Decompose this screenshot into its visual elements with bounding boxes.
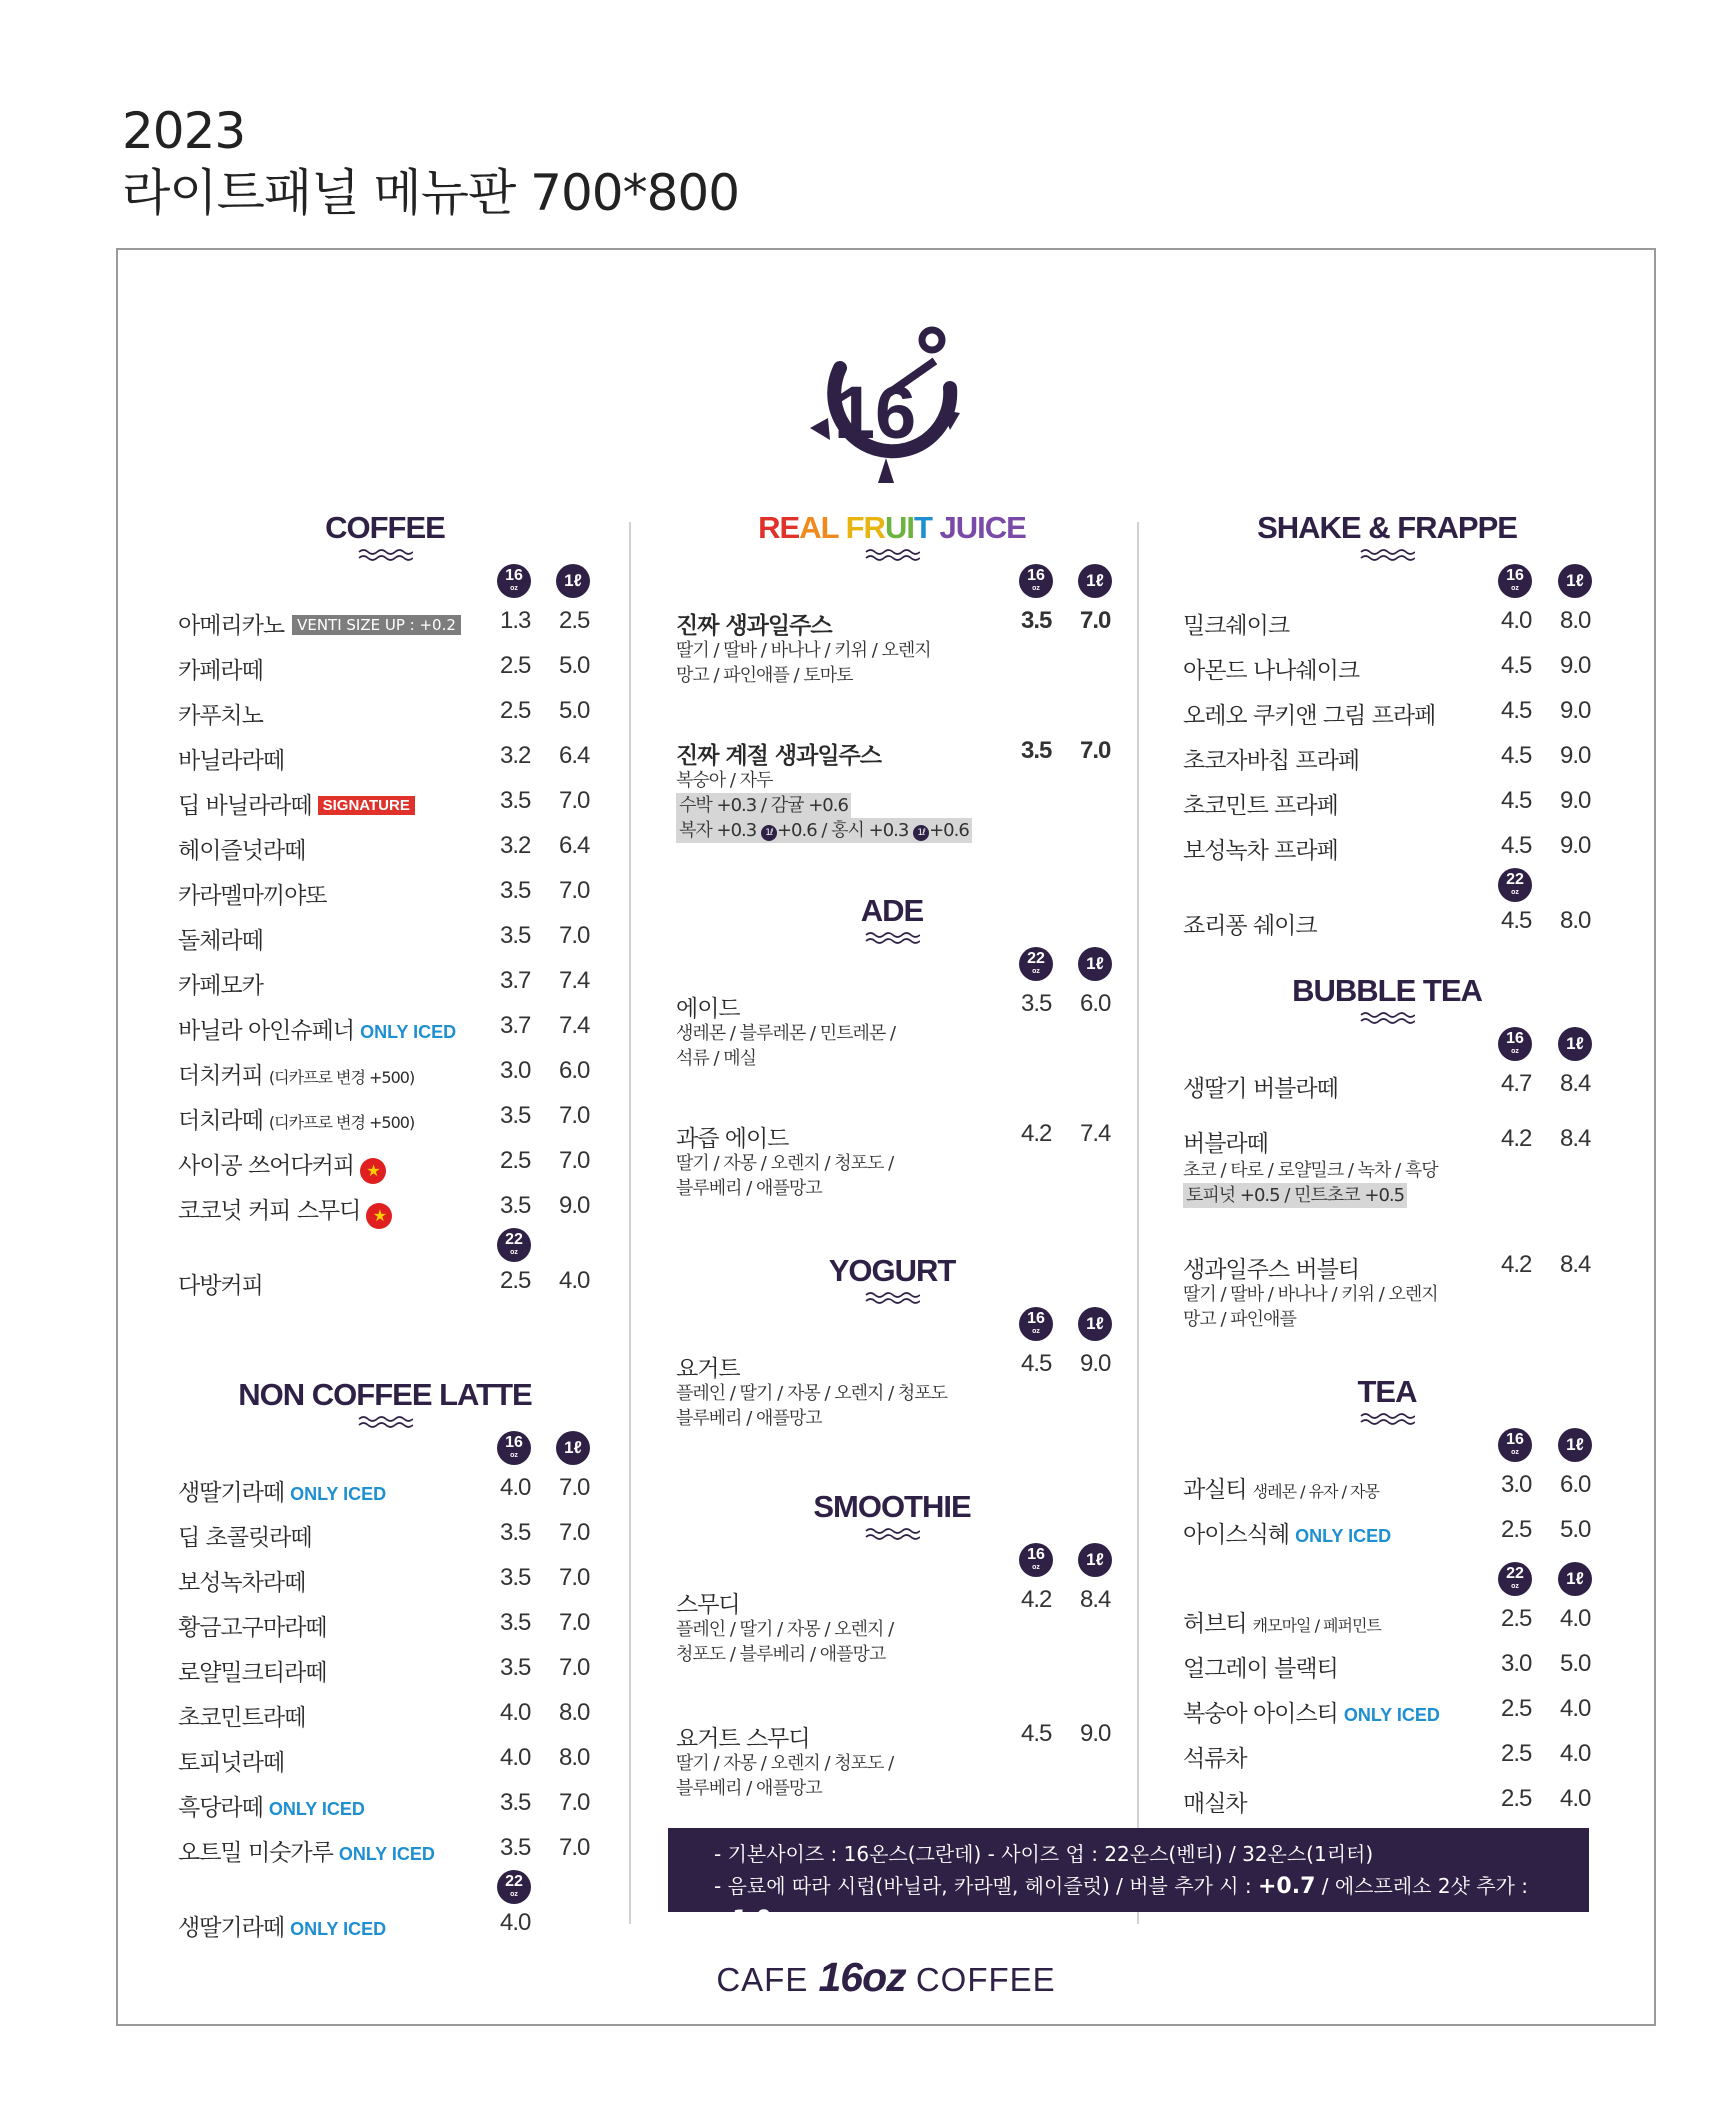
menu-item: 허브티 캐모마일 / 페퍼민트 2.5 4.0	[1183, 1605, 1591, 1637]
only-iced-tag: ONLY ICED	[360, 1022, 457, 1042]
column-divider	[1137, 522, 1139, 1924]
size-22oz-icon: 22 oz	[1498, 1562, 1532, 1596]
menu-item: 바닐라 아인슈페너 ONLY ICED 3.7 7.4	[178, 1012, 590, 1044]
size-1l-icon: 1ℓ	[1078, 564, 1112, 598]
size-1l-icon: 1ℓ	[1558, 1428, 1592, 1462]
wave-divider-icon	[1359, 548, 1415, 562]
menu-item: 다방커피 2.5 4.0	[178, 1267, 590, 1299]
menu-item: 로얄밀크티라떼 3.5 7.0	[178, 1654, 590, 1686]
menu-item: 코코넛 커피 스무디 ★ 3.5 9.0	[170, 1185, 600, 1230]
header-title: 라이트패널 메뉴판 700*800	[122, 164, 740, 222]
only-iced-tag: ONLY ICED	[290, 1919, 387, 1939]
wave-divider-icon	[864, 931, 920, 945]
size-info-banner	[668, 1828, 1589, 1932]
item-description: 초코 / 타로 / 로얄밀크 / 녹차 / 흑당 토피넛 +0.5 / 민트초코 +0.5	[1183, 1160, 1438, 1206]
menu-item: 더치라떼 (디카프로 변경 +500) 3.5 7.0	[178, 1102, 590, 1134]
wave-divider-icon	[864, 1291, 920, 1305]
menu-item: 사이공 쓰어다커피 ★ 2.5 7.0	[170, 1140, 600, 1185]
size-header	[170, 1429, 600, 1467]
size-1l-mini-icon: 1ℓ	[913, 825, 929, 841]
menu-item: 보성녹차 프라페 4.5 9.0	[1183, 832, 1591, 864]
size-header	[668, 562, 1116, 600]
section-tea	[1175, 1374, 1599, 1823]
size-header	[1175, 870, 1599, 900]
menu-item: 버블라떼 4.2 8.4	[1183, 1125, 1591, 1157]
size-1l-icon: 1ℓ	[1558, 1027, 1592, 1061]
page-header	[122, 100, 739, 224]
size-1l-icon: 1ℓ	[1078, 947, 1112, 981]
menu-item: 에이드 3.5 6.0	[676, 990, 1111, 1022]
size-header	[668, 945, 1116, 983]
menu-item: 아메리카노 VENTI SIZE UP : +0.2 1.3 2.5	[178, 607, 590, 639]
size-1l-icon: 1ℓ	[1558, 564, 1592, 598]
size-1l-icon: 1ℓ	[1078, 1543, 1112, 1577]
menu-item: 밀크쉐이크 4.0 8.0	[1183, 607, 1591, 639]
column-right	[1175, 510, 1599, 1823]
size-header	[1175, 562, 1599, 600]
size-1l-icon: 1ℓ	[556, 564, 590, 598]
section-title: SMOOTHIE	[813, 1489, 971, 1524]
menu-item: 딥 초콜릿라떼 3.5 7.0	[178, 1519, 590, 1551]
menu-item: 카라멜마끼야또 3.5 7.0	[178, 877, 590, 909]
size-header	[170, 1230, 600, 1260]
size-16oz-icon: 16 oz	[1498, 564, 1532, 598]
only-iced-tag: ONLY ICED	[1343, 1705, 1440, 1725]
section-title: COFFEE	[325, 510, 445, 545]
menu-item: 토피넛라떼 4.0 8.0	[178, 1744, 590, 1776]
menu-item: 카페라떼 2.5 5.0	[178, 652, 590, 684]
menu-item: 돌체라떼 3.5 7.0	[178, 922, 590, 954]
size-22oz-icon: 22 oz	[497, 1870, 531, 1904]
menu-item: 딥 바닐라라떼 SIGNATURE 3.5 7.0	[178, 787, 590, 819]
menu-item: 초코자바칩 프라페 4.5 9.0	[1183, 742, 1591, 774]
menu-item: 생과일주스 버블티 4.2 8.4	[1183, 1251, 1591, 1283]
menu-item: 생딸기라떼 ONLY ICED 4.0	[178, 1909, 531, 1941]
menu-item: 아이스식혜 ONLY ICED 2.5 5.0	[1183, 1516, 1591, 1548]
menu-item: 진짜 생과일주스 3.5 7.0	[676, 607, 1111, 639]
section-yogurt	[668, 1253, 1116, 1431]
size-header	[170, 562, 600, 600]
menu-item: 죠리퐁 쉐이크 4.5 8.0	[1183, 907, 1591, 939]
section-title: REAL FRUIT JUICE	[758, 510, 1026, 545]
item-description: 복숭아 / 자두 수박 +0.3 / 감귤 +0.6 복자 +0.3 1ℓ +0.6 / 홍시 +0.3 1ℓ +0.6	[668, 768, 1116, 843]
section-shake-frappe	[1175, 510, 1599, 945]
size-16oz-icon: 16 oz	[1019, 1543, 1053, 1577]
menu-item: 카페모카 3.7 7.4	[178, 967, 590, 999]
size-22oz-icon: 22 oz	[1498, 868, 1532, 902]
section-title: SHAKE & FRAPPE	[1257, 510, 1517, 545]
menu-item: 아몬드 나나쉐이크 4.5 9.0	[1183, 652, 1591, 684]
wave-divider-icon	[357, 548, 413, 562]
wave-divider-icon	[1359, 1011, 1415, 1025]
menu-item: 과실티 생레몬 / 유자 / 자몽 3.0 6.0	[1183, 1471, 1591, 1503]
menu-item: 헤이즐넛라떼 3.2 6.4	[178, 832, 590, 864]
item-description: 딸기 / 딸바 / 바나나 / 키위 / 오렌지 망고 / 파인애플	[1183, 1284, 1438, 1330]
section-ade	[668, 893, 1116, 1201]
section-title: YOGURT	[828, 1253, 956, 1288]
menu-item: 오레오 쿠키앤 그림 프라페 4.5 9.0	[1183, 697, 1591, 729]
menu-item: 초코민트 프라페 4.5 9.0	[1183, 787, 1591, 819]
item-description: 플레인 / 딸기 / 자몽 / 오렌지 / 청포도 / 블루베리 / 애플망고	[676, 1619, 894, 1665]
item-description: 플레인 / 딸기 / 자몽 / 오렌지 / 청포도 블루베리 / 애플망고	[676, 1383, 948, 1429]
size-1l-icon: 1ℓ	[556, 1431, 590, 1465]
column-divider	[629, 522, 631, 1924]
item-description: 딸기 / 딸바 / 바나나 / 키위 / 오렌지 망고 / 파인애플 / 토마토	[676, 640, 931, 686]
size-header	[170, 1872, 600, 1902]
only-iced-tag: ONLY ICED	[268, 1799, 365, 1819]
size-1l-icon: 1ℓ	[1558, 1562, 1592, 1596]
menu-item: 매실차 2.5 4.0	[1183, 1785, 1591, 1817]
wave-divider-icon	[864, 548, 920, 562]
section-bubble-tea	[1175, 973, 1599, 1332]
menu-item: 초코민트라떼 4.0 8.0	[178, 1699, 590, 1731]
menu-item: 흑당라떼 ONLY ICED 3.5 7.0	[178, 1789, 590, 1821]
size-1l-mini-icon: 1ℓ	[761, 825, 777, 841]
wave-divider-icon	[357, 1415, 413, 1429]
size-16oz-icon: 16 oz	[1019, 564, 1053, 598]
brand-footer: CAFE 16oz COFFEE	[716, 1954, 1056, 2000]
size-header	[1175, 1426, 1599, 1464]
section-title: TEA	[1357, 1374, 1417, 1409]
logo-number: 16	[833, 371, 917, 454]
header-year: 2023	[122, 102, 246, 160]
size-16oz-icon: 16 oz	[1498, 1428, 1532, 1462]
only-iced-tag: ONLY ICED	[1295, 1526, 1392, 1546]
menu-item: 보성녹차라떼 3.5 7.0	[178, 1564, 590, 1596]
menu-item: 석류차 2.5 4.0	[1183, 1740, 1591, 1772]
item-description: 딸기 / 자몽 / 오렌지 / 청포도 / 블루베리 / 애플망고	[676, 1753, 894, 1799]
menu-item: 스무디 4.2 8.4	[676, 1586, 1111, 1618]
menu-item: 과즙 에이드 4.2 7.4	[676, 1120, 1111, 1152]
size-header	[668, 1541, 1116, 1579]
anchor-logo-icon	[800, 318, 970, 488]
menu-item: 진짜 계절 생과일주스 3.5 7.0	[676, 737, 1111, 769]
menu-item: 생딸기라떼 ONLY ICED 4.0 7.0	[178, 1474, 590, 1506]
column-middle	[668, 510, 1116, 1801]
size-header	[1175, 1560, 1599, 1598]
size-header	[668, 1305, 1116, 1343]
item-description: 딸기 / 자몽 / 오렌지 / 청포도 / 블루베리 / 애플망고	[676, 1153, 894, 1199]
size-16oz-icon: 16 oz	[1498, 1027, 1532, 1061]
section-title: ADE	[860, 893, 924, 928]
only-iced-tag: ONLY ICED	[290, 1484, 387, 1504]
vietnam-flag-icon: ★	[366, 1203, 392, 1229]
menu-item: 요거트 스무디 4.5 9.0	[676, 1720, 1111, 1752]
size-16oz-icon: 16 oz	[497, 1431, 531, 1465]
section-coffee	[170, 510, 600, 1305]
section-real-fruit-juice	[668, 510, 1116, 843]
info-line-1: - 기본사이즈 : 16온스(그란데) - 사이즈 업 : 22온스(벤티) / 32온스(1리터)	[714, 1842, 1374, 1866]
wave-divider-icon	[1359, 1412, 1415, 1426]
menu-item: 복숭아 아이스티 ONLY ICED 2.5 4.0	[1183, 1695, 1591, 1727]
column-left	[170, 510, 600, 1947]
menu-item: 더치커피 (디카프로 변경 +500) 3.0 6.0	[178, 1057, 590, 1089]
wave-divider-icon	[864, 1527, 920, 1541]
size-16oz-icon: 16 oz	[1019, 1307, 1053, 1341]
menu-item: 바닐라라떼 3.2 6.4	[178, 742, 590, 774]
size-22oz-icon: 22 oz	[497, 1228, 531, 1262]
size-22oz-icon: 22 oz	[1019, 947, 1053, 981]
info-line-2: - 음료에 따라 시럽(바닐라, 카라멜, 헤이즐럿) / 버블 추가 시 : +0.7 / 에스프레소 2샷 추가 : +1.0	[714, 1874, 1528, 1932]
size-header	[1175, 1025, 1599, 1063]
vietnam-flag-icon: ★	[360, 1158, 386, 1184]
item-description: 생레몬 / 블루레몬 / 민트레몬 / 석류 / 메실	[676, 1023, 896, 1069]
menu-item: 황금고구마라떼 3.5 7.0	[178, 1609, 590, 1641]
menu-item: 얼그레이 블랙티 3.0 5.0	[1183, 1650, 1591, 1682]
menu-item: 요거트 4.5 9.0	[676, 1350, 1111, 1382]
size-1l-icon: 1ℓ	[1078, 1307, 1112, 1341]
menu-item: 생딸기 버블라떼 4.7 8.4	[1183, 1070, 1591, 1102]
menu-item: 카푸치노 2.5 5.0	[178, 697, 590, 729]
venti-tag: VENTI SIZE UP : +0.2	[292, 615, 461, 635]
section-title: BUBBLE TEA	[1292, 973, 1482, 1008]
size-16oz-icon: 16 oz	[497, 564, 531, 598]
section-non-coffee	[170, 1377, 600, 1947]
menu-item: 오트밀 미숫가루 ONLY ICED 3.5 7.0	[178, 1834, 590, 1866]
only-iced-tag: ONLY ICED	[338, 1844, 435, 1864]
signature-tag: SIGNATURE	[318, 796, 415, 815]
section-smoothie	[668, 1489, 1116, 1801]
section-title: NON COFFEE LATTE	[238, 1377, 532, 1412]
